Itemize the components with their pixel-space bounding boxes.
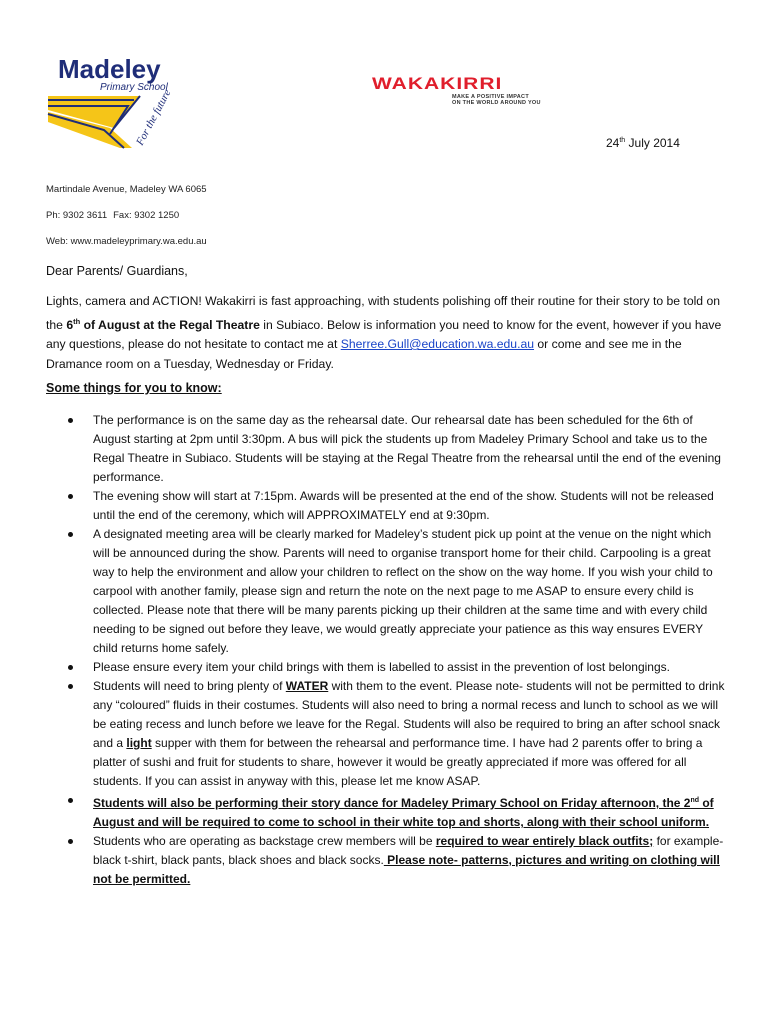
bullet-icon	[68, 532, 73, 537]
address-phone-fax	[46, 210, 185, 221]
intro-text-3: or come and see me in the Dramance room on a Tuesday, Wednesday or Friday.	[46, 337, 682, 371]
date-suffix: th	[619, 137, 626, 144]
bullet-icon	[68, 684, 73, 689]
wakakirri-title: WAKAKIRRI	[372, 74, 503, 94]
list-item: The evening show will start at 7:15pm. Awards will be presented at the end of the show. Students will not be released until the end of the ceremony, which will APPROXIMATELY end at 9:30pm.	[46, 487, 726, 525]
madeley-logo	[44, 50, 184, 150]
address-web: Web: www.madeleyprimary.wa.edu.au	[46, 236, 207, 247]
intro-paragraph	[46, 292, 722, 374]
intro-text-1: Lights, camera and ACTION! Wakakirri is fast approaching, with students polishing off their routine for their story to be told on the	[46, 294, 721, 332]
logo-motto: For the future	[134, 87, 174, 148]
address-fax: Fax: 9302 1250	[113, 210, 180, 221]
bullet-icon	[68, 418, 73, 423]
bullet-icon	[68, 798, 73, 803]
date-day: 24	[606, 136, 620, 150]
address-street: Martindale Avenue, Madeley WA 6065	[46, 184, 207, 195]
intro-event-date: 6th of August at the Regal Theatre	[66, 316, 260, 332]
address-phone: Ph: 9302 3611	[46, 210, 108, 221]
list-item: A designated meeting area will be clearly marked for Madeley’s student pick up point at the venue on the night which will be announced during the show. Parents will need to organise transport home for their child. Carpooling is a great way to help the environment and allow your children to reflect on the show on the way home. If you wish your child to carpool with another family, please sign and return the note on the next page to me ASAP to ensure every child is collected. Please note that there will be many parents picking up their children at the same time and with every child needing to be signed out before they leave, we would greatly appreciate your patience as this way ensures EVERY child returns home safely.	[46, 525, 726, 658]
wakakirri-logo	[372, 74, 572, 112]
madeley-logo-graphic	[44, 50, 184, 150]
letter-date	[606, 136, 680, 150]
date-month-year: July 2014	[625, 136, 680, 150]
info-list	[46, 411, 726, 889]
wakakirri-tagline-1: MAKE A POSITIVE IMPACT	[452, 94, 529, 100]
bullet-icon	[68, 494, 73, 499]
list-item: Students who are operating as backstage crew members will be required to wear entirely black outfits; for example- black t-shirt, black pants, black shoes and black socks. Please note- patterns, pictures and writing on clothing will not be permitted.	[46, 832, 726, 889]
section-heading: Some things for you to know:	[46, 381, 222, 395]
wakakirri-tagline-2: ON THE WORLD AROUND YOU	[452, 100, 541, 106]
list-item: Students will also be performing their story dance for Madeley Primary School on Friday afternoon, the 2nd of August and will be required to come to school in their white top and shorts, along with their school uniform.	[46, 791, 726, 832]
list-item: Students will need to bring plenty of WATER with them to the event. Please note- students will not be permitted to drink any “coloured” fluids in their costumes. Students will also need to bring a normal recess and lunch to school as we will be eating recess and lunch before we leave for the Regal. Students will also be required to bring an after school snack and a light supper with them for between the rehearsal and performance time. I have had 2 parents offer to bring a platter of sushi and fruit for students to share, however it would be greatly appreciated if more was offered for all students. If you can assist in anyway with this, please let me know ASAP.	[46, 677, 726, 791]
list-item: The performance is on the same day as the rehearsal date. Our rehearsal date has been scheduled for the 6th of August starting at 2pm until 3:30pm. A bus will pick the students up from Madeley Primary School and take us to the Regal Theatre in Subiaco. Students will be staying at the Regal Theatre from the rehearsal until the end of the evening performance.	[46, 411, 726, 487]
intro-text-2: in Subiaco. Below is information you need to know for the event, however if you have any questions, please do not hesitate to contact me at	[46, 317, 722, 352]
list-item: Please ensure every item your child brings with them is labelled to assist in the prevention of lost belongings.	[46, 658, 726, 677]
contact-email-link[interactable]: Sherree.Gull@education.wa.edu.au	[340, 337, 535, 352]
bullet-icon	[68, 839, 73, 844]
logo-name: Madeley	[58, 54, 161, 84]
salutation: Dear Parents/ Guardians,	[46, 264, 188, 278]
bullet-icon	[68, 665, 73, 670]
logo-subtitle: Primary School	[100, 82, 168, 93]
